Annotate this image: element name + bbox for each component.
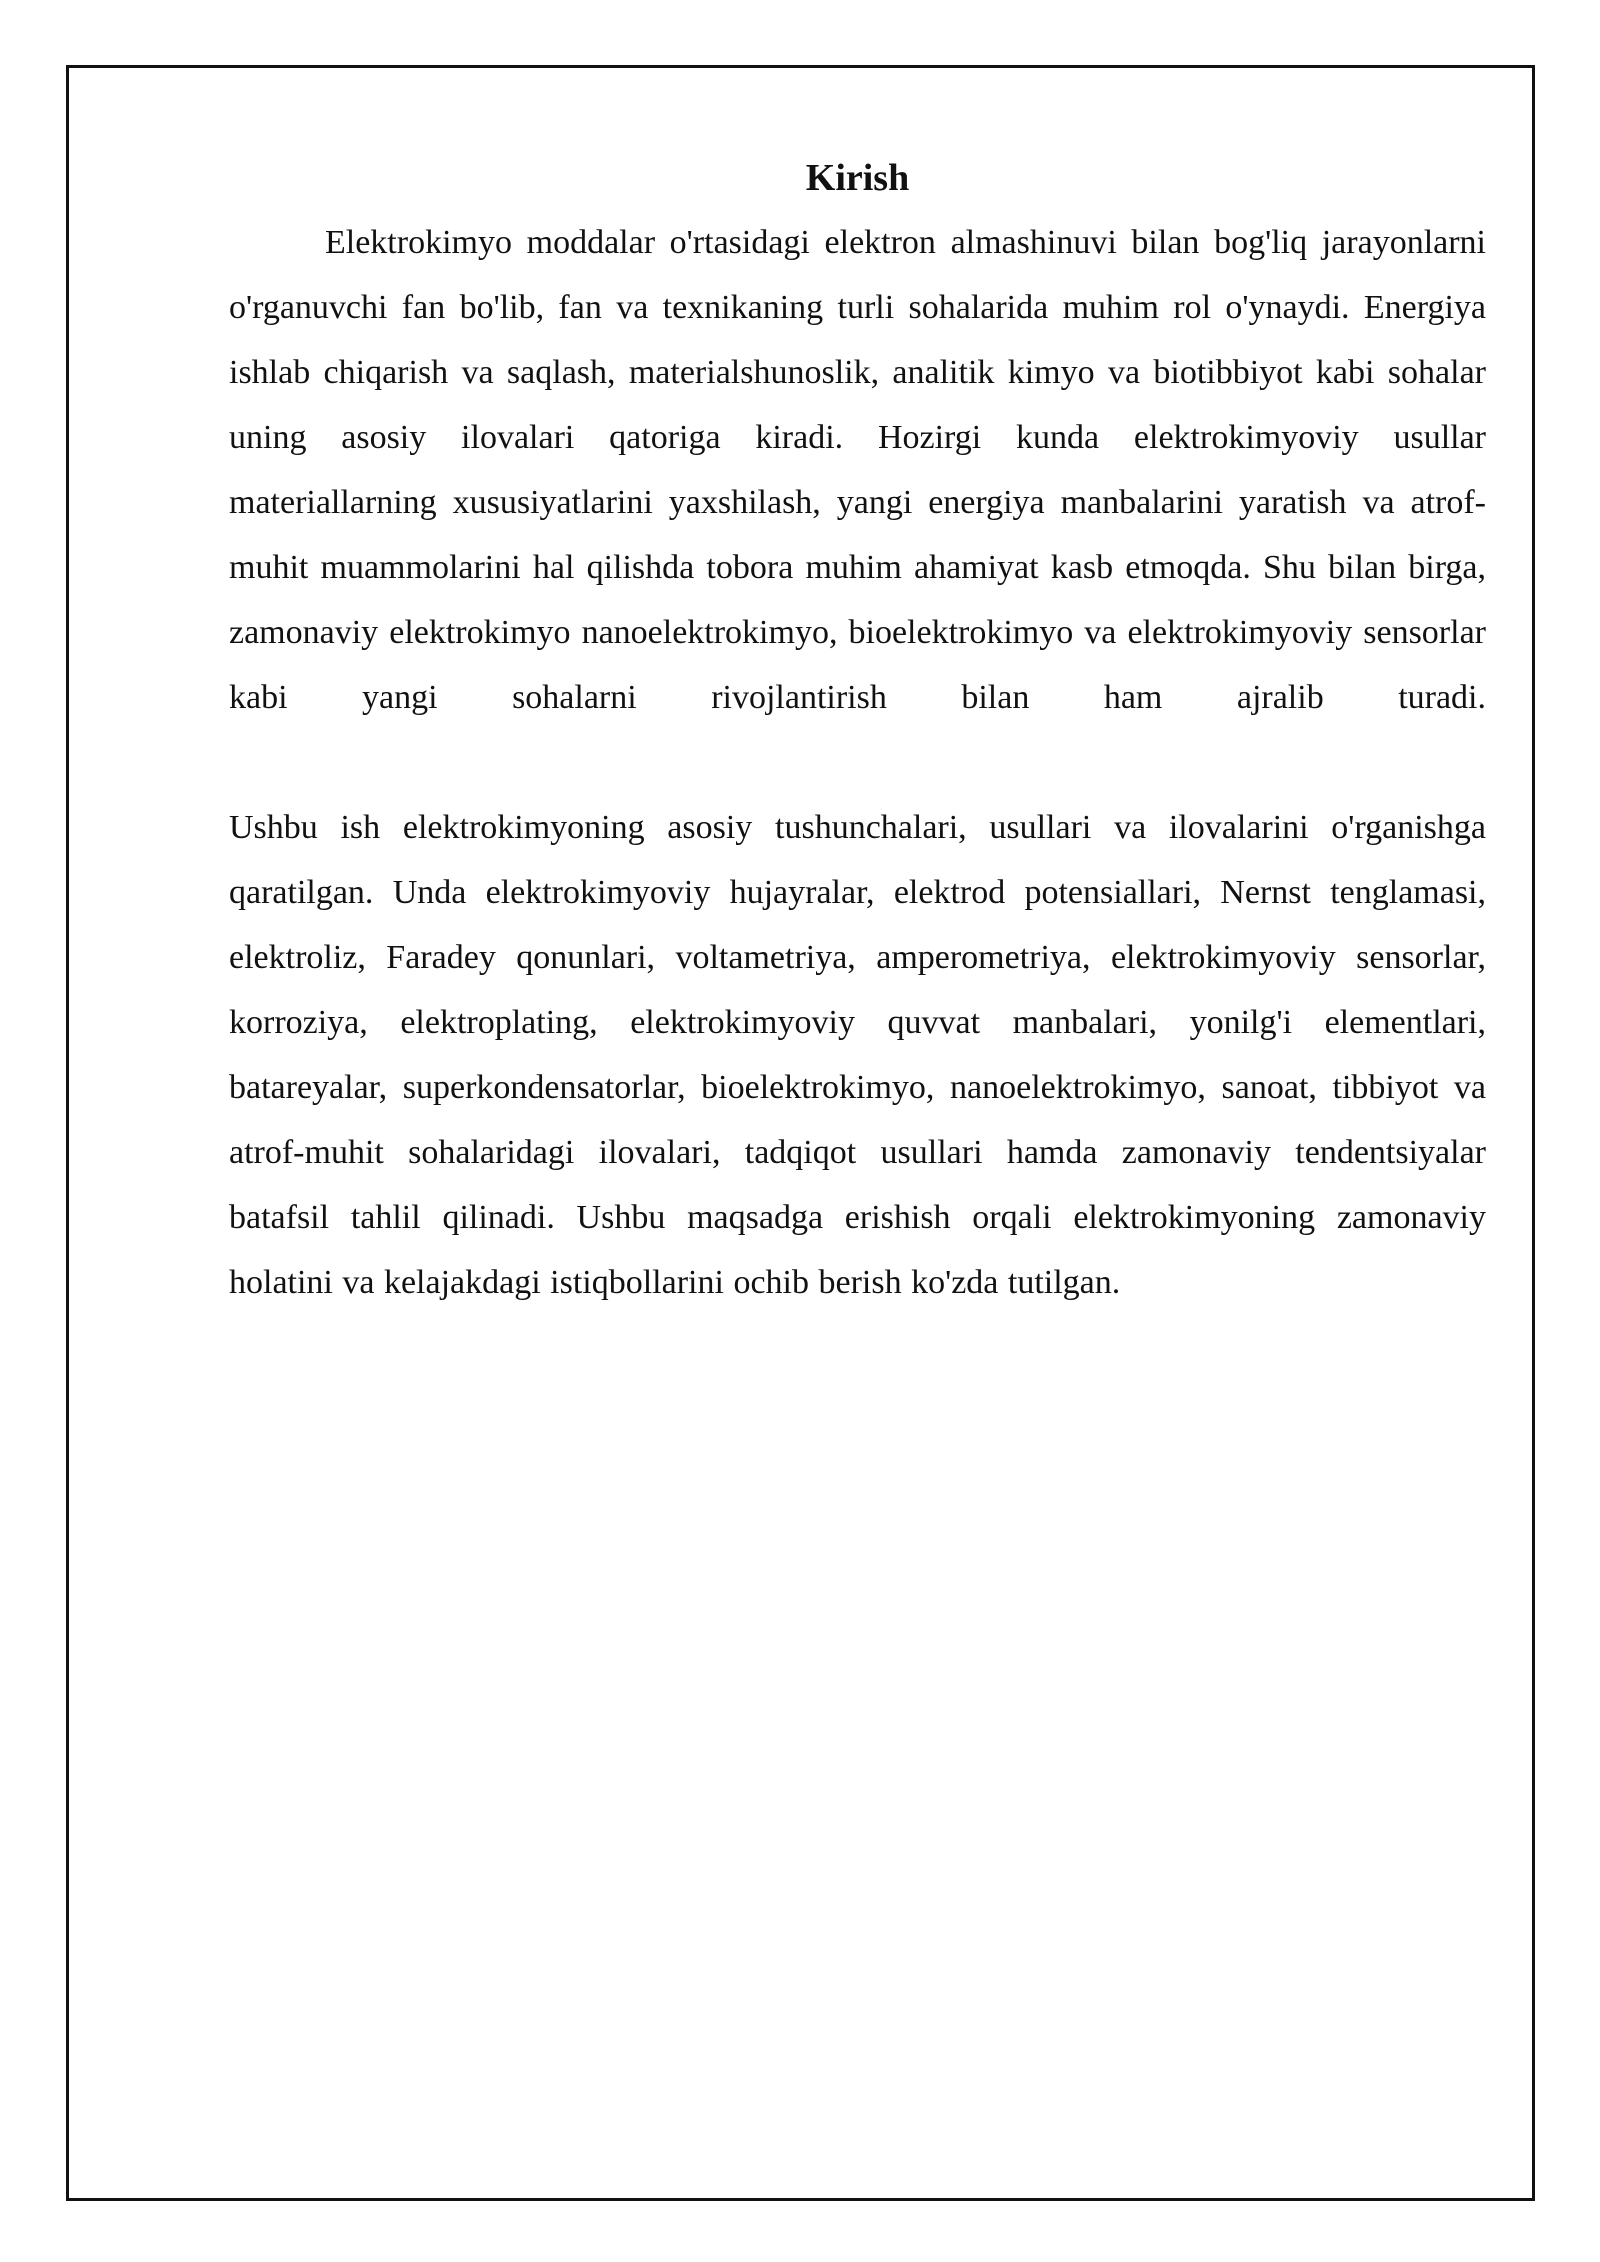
page-title: Kirish (805, 157, 910, 199)
intro-paragraph-2: Ushbu ish elektrokimyoning asosiy tushunchalari, usullari va ilovalarini o'rganishga qaratilgan. Unda elektrokimyoviy hujayralar, elektrod potensiallari, Nernst tenglamasi, elektroliz, Faradey qonunlari, voltametriya, amperometriya, elektrokimyoviy sensorlar, korroziya, elektroplating, elektrokimyoviy quvvat manbalari, yonilg'i elementlari, batareyalar, superkondensatorlar, bioelektrokimyo, nanoelektrokimyo, sanoat, tibbiyot va atrof-muhit sohalaridagi ilovalari, tadqiqot usullari hamda zamonaviy tendentsiyalar batafsil tahlil qilinadi. Ushbu maqsadga erishish orqali elektrokimyoning zamonaviy holatini va kelajakdagi istiqbollarini ochib berish ko'zda tutilgan. (229, 809, 1486, 1301)
paragraph-spacer (229, 730, 1486, 795)
intro-paragraph-1: Elektrokimyo moddalar o'rtasidagi elektron almashinuvi bilan bog'liq jarayonlarni o'rganuvchi fan bo'lib, fan va texnikaning turli sohalarida muhim rol o'ynaydi. Energiya ishlab chiqarish va saqlash, materialshunoslik, analitik kimyo va biotibbiyot kabi sohalar uning asosiy ilovalari qatoriga kiradi. Hozirgi kunda elektrokimyoviy usullar materiallarning xususiyatlarini yaxshilash, yangi energiya manbalarini yaratish va atrof-muhit muammolarini hal qilishda tobora muhim ahamiyat kasb etmoqda. Shu bilan birga, zamonaviy elektrokimyo nanoelektrokimyo, bioelektrokimyo va elektrokimyoviy sensorlar kabi yangi sohalarni rivojlantirish bilan ham ajralib turadi. (229, 224, 1486, 716)
document-body (229, 148, 1486, 1315)
